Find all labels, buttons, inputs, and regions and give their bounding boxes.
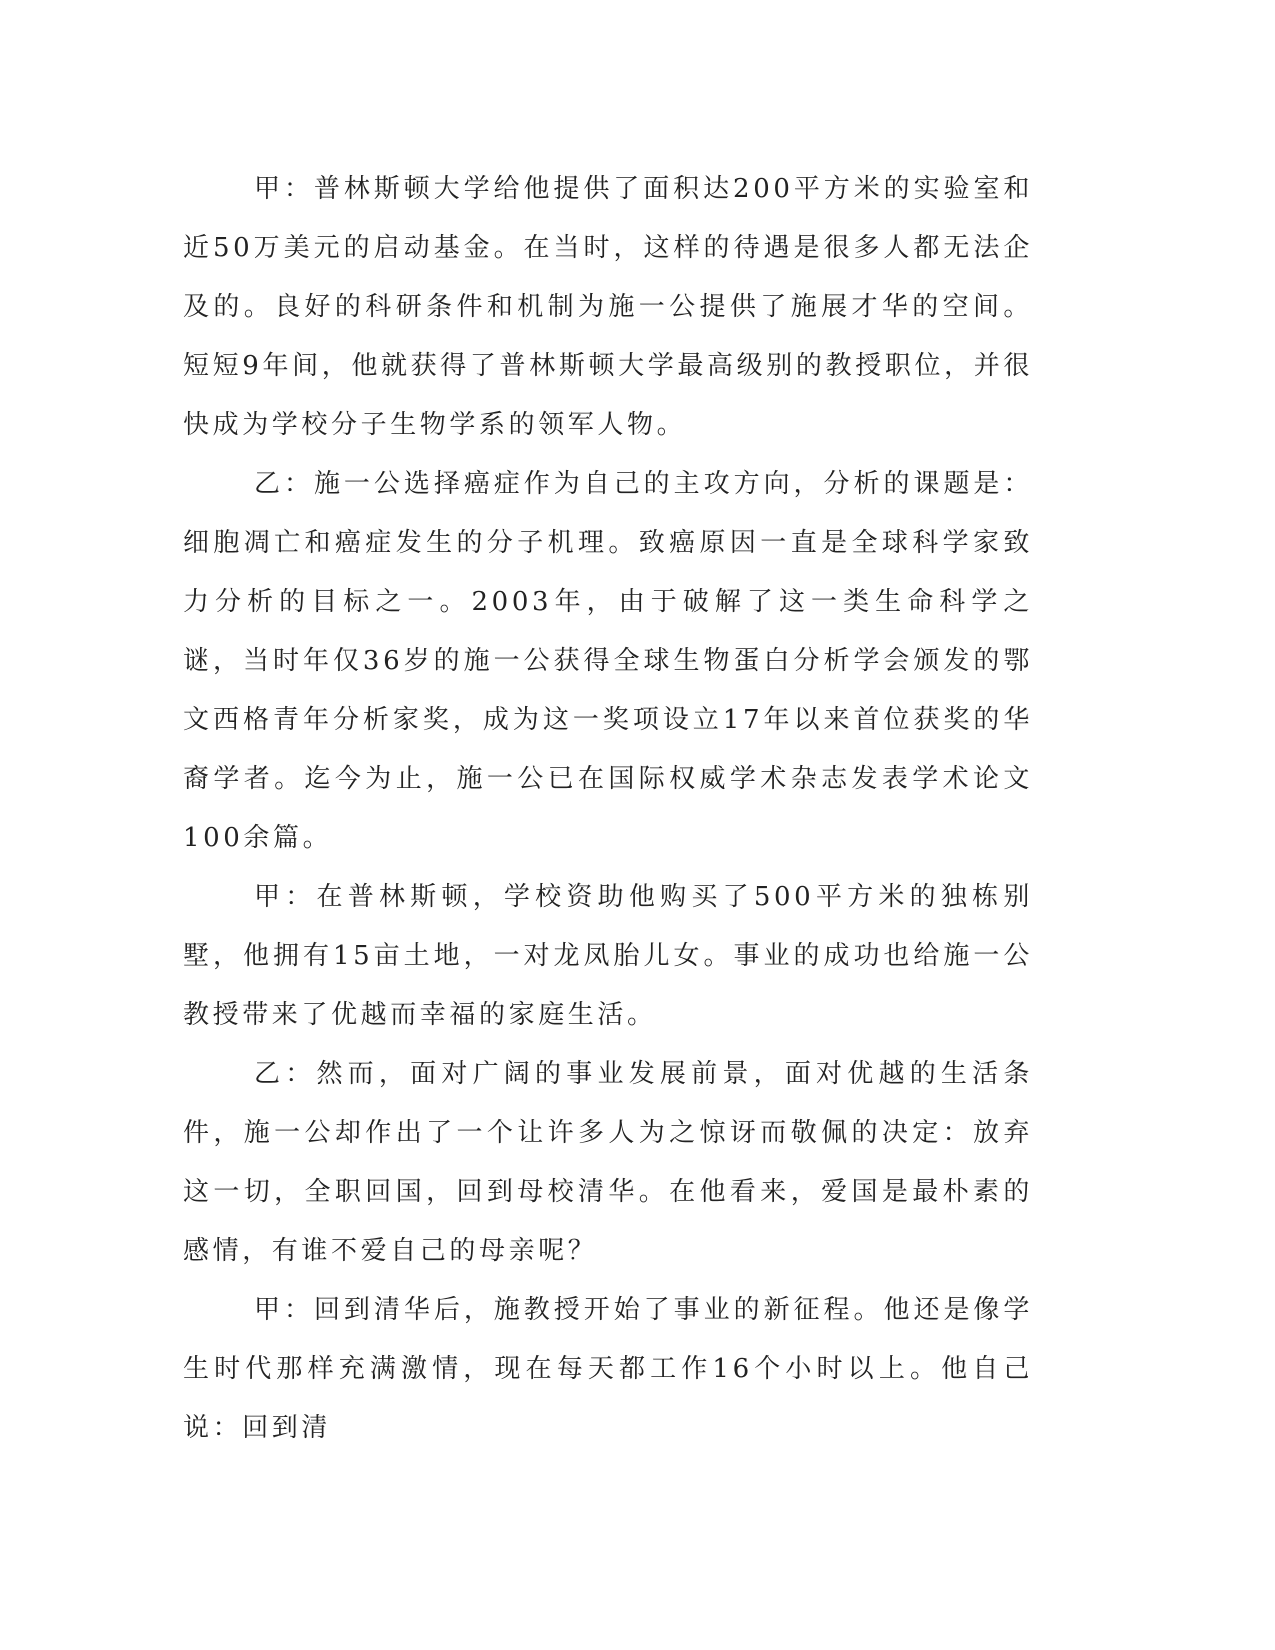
document-body	[183, 160, 1033, 1458]
paragraph-5: 甲：回到清华后，施教授开始了事业的新征程。他还是像学生时代那样充满激情，现在每天都工作16个小时以上。他自己说：回到清	[183, 1295, 1033, 1443]
paragraph-3: 甲：在普林斯顿，学校资助他购买了500平方米的独栋别墅，他拥有15亩土地，一对龙凤胎儿女。事业的成功也给施一公教授带来了优越而幸福的家庭生活。	[183, 882, 1033, 1030]
paragraph-2: 乙：施一公选择癌症作为自己的主攻方向，分析的课题是：细胞凋亡和癌症发生的分子机理。致癌原因一直是全球科学家致力分析的目标之一。2003年，由于破解了这一类生命科学之谜，当时年仅36岁的施一公获得全球生物蛋白分析学会颁发的鄂文西格青年分析家奖，成为这一奖项设立17年以来首位获奖的华裔学者。迄今为止，施一公已在国际权威学术杂志发表学术论文100余篇。	[183, 469, 1033, 853]
paragraph-4: 乙：然而，面对广阔的事业发展前景，面对优越的生活条件，施一公却作出了一个让许多人为之惊讶而敬佩的决定：放弃这一切，全职回国，回到母校清华。在他看来，爱国是最朴素的感情，有谁不爱自己的母亲呢？	[183, 1059, 1033, 1266]
paragraph-1: 甲：普林斯顿大学给他提供了面积达200平方米的实验室和近50万美元的启动基金。在当时，这样的待遇是很多人都无法企及的。良好的科研条件和机制为施一公提供了施展才华的空间。短短9年间，他就获得了普林斯顿大学最高级别的教授职位，并很快成为学校分子生物学系的领军人物。	[183, 174, 1033, 440]
